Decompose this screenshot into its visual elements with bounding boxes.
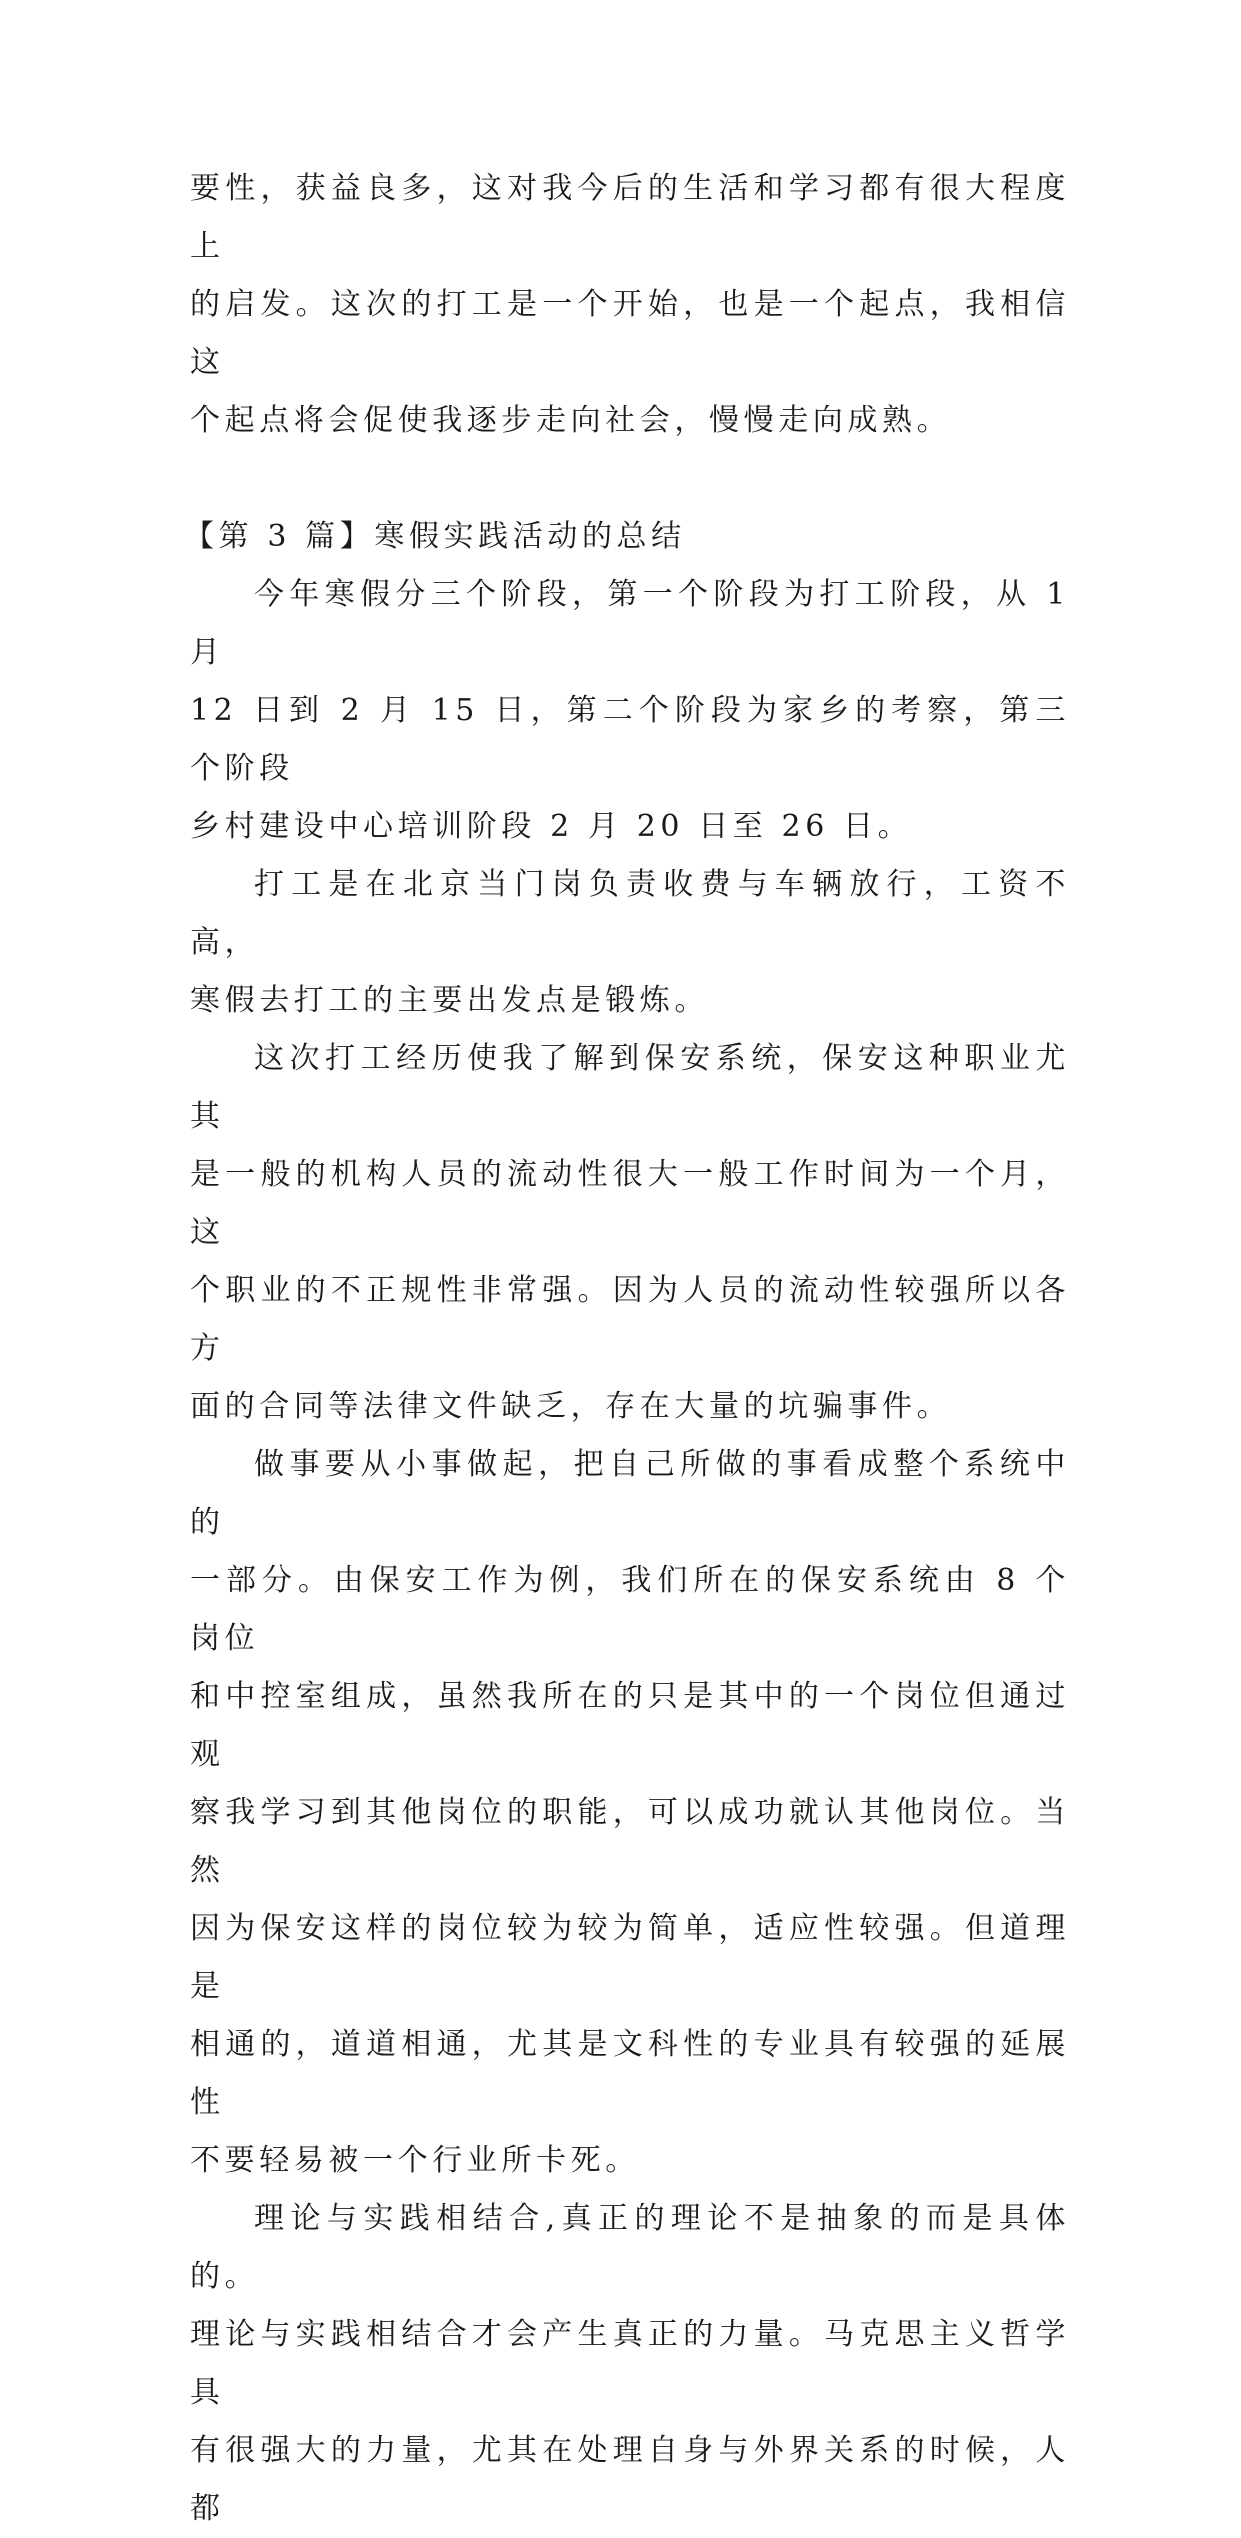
- intro-paragraph: 要性，获益良多，这对我今后的生活和学习都有很大程度上 的启发。这次的打工是一个开始，也是一个起点，我相信这 个起点将会促使我逐步走向社会，慢慢走向成熟。: [190, 171, 1070, 438]
- section-heading: 【第 3 篇】寒假实践活动的总结: [184, 519, 686, 554]
- paragraph-schedule: 今年寒假分三个阶段，第一个阶段为打工阶段，从 1 月 12 日到 2 月 15 日，第二个阶段为家乡的考察，第三个阶段 乡村建设中心培训阶段 2 月 20 日至 26 日。: [190, 577, 1070, 844]
- paragraph-security-system: 这次打工经历使我了解到保安系统，保安这种职业尤其 是一般的机构人员的流动性很大一般工作时间为一个月，这 个职业的不正规性非常强。因为人员的流动性较强所以各方 面的合同等法律文件缺乏，存在大量的坑骗事件。: [190, 1041, 1070, 1424]
- paragraph-theory-practice: 理论与实践相结合,真正的理论不是抽象的而是具体的。 理论与实践相结合才会产生真正的力量。马克思主义哲学具 有很强大的力量，尤其在处理自身与外界关系的时候，人都: [190, 2201, 1070, 2526]
- paragraph-small-things: 做事要从小事做起，把自己所做的事看成整个系统中的 一部分。由保安工作为例，我们所在的保安系统由 8 个岗位 和中控室组成，虽然我所在的只是其中的一个岗位但通过观 察我学习到其他岗位的职能，可以成功就认其他岗位。当然 因为保安这样的岗位较为较为简单，适应性较强。但道理是 相通的，道道相通，尤其是文科性的专业具有较强的延展性 不要轻易被一个行业所卡死。: [190, 1447, 1070, 2178]
- paragraph-job: 打工是在北京当门岗负责收费与车辆放行，工资不高， 寒假去打工的主要出发点是锻炼。: [190, 867, 1070, 1018]
- paragraph-spacer: [190, 450, 1070, 508]
- document-body: [184, 160, 1070, 2538]
